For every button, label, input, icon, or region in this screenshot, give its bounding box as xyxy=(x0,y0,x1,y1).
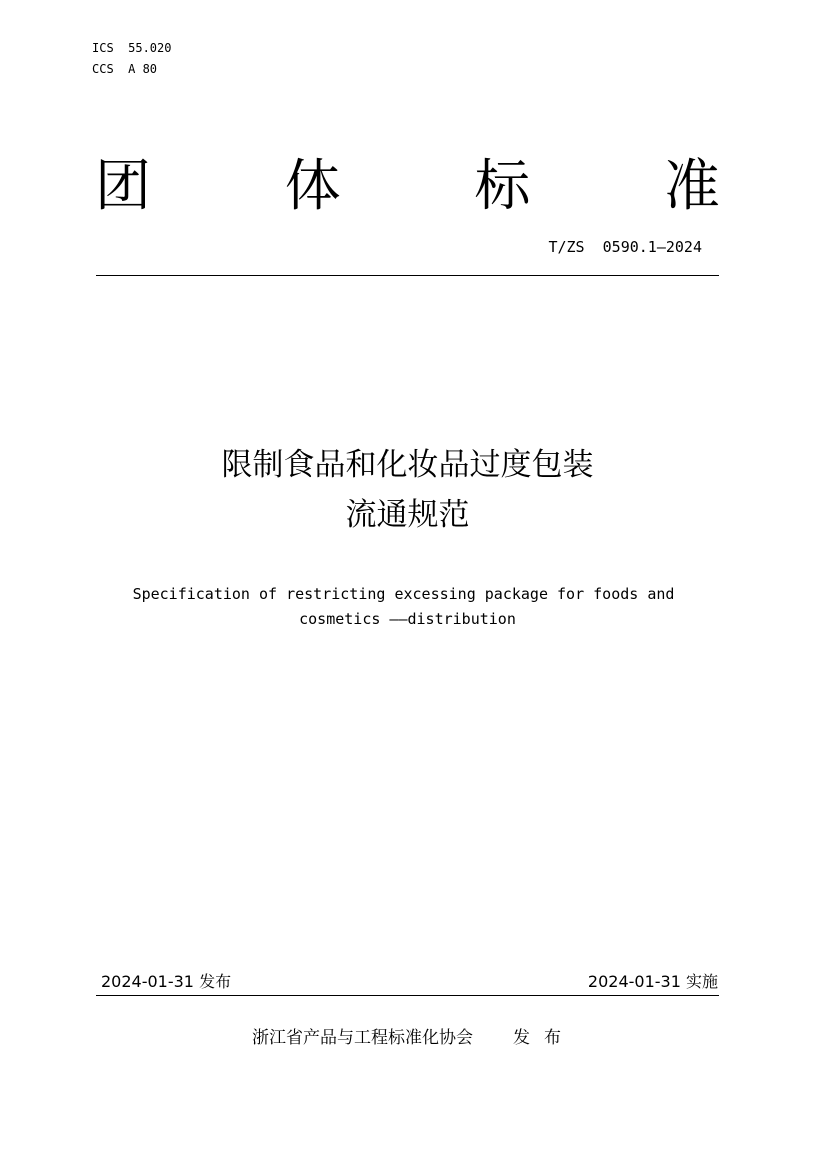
publish-verb: 发布 xyxy=(513,1028,575,1048)
publisher-line xyxy=(252,1026,575,1050)
top-divider xyxy=(96,275,719,276)
standard-type-char-4: 准 xyxy=(663,154,720,219)
bottom-divider xyxy=(96,995,719,996)
standard-type-heading xyxy=(95,152,720,222)
implementation-date: 2024-01-31 实施 xyxy=(587,972,718,991)
english-title-line-2: cosmetics ——distribution xyxy=(299,610,516,628)
issue-date: 2024-01-31 发布 xyxy=(101,972,232,991)
standard-type-char-2: 体 xyxy=(284,154,341,219)
ics-code: ICS 55.020 xyxy=(92,41,172,55)
chinese-title-line-1: 限制食品和化妆品过度包装 xyxy=(221,447,594,483)
standard-type-char-1: 团 xyxy=(95,154,151,219)
classification-codes xyxy=(92,38,171,80)
publisher-name: 浙江省产品与工程标准化协会 xyxy=(252,1028,473,1048)
ccs-code: CCS A 80 xyxy=(92,62,158,76)
standard-type-char-3: 标 xyxy=(474,154,531,219)
english-title-line-1: Specification of restricting excessing package for foods and xyxy=(132,585,675,603)
standard-number: T/ZS 0590.1—2024 xyxy=(548,238,702,256)
chinese-title-line-2: 流通规范 xyxy=(345,497,470,533)
